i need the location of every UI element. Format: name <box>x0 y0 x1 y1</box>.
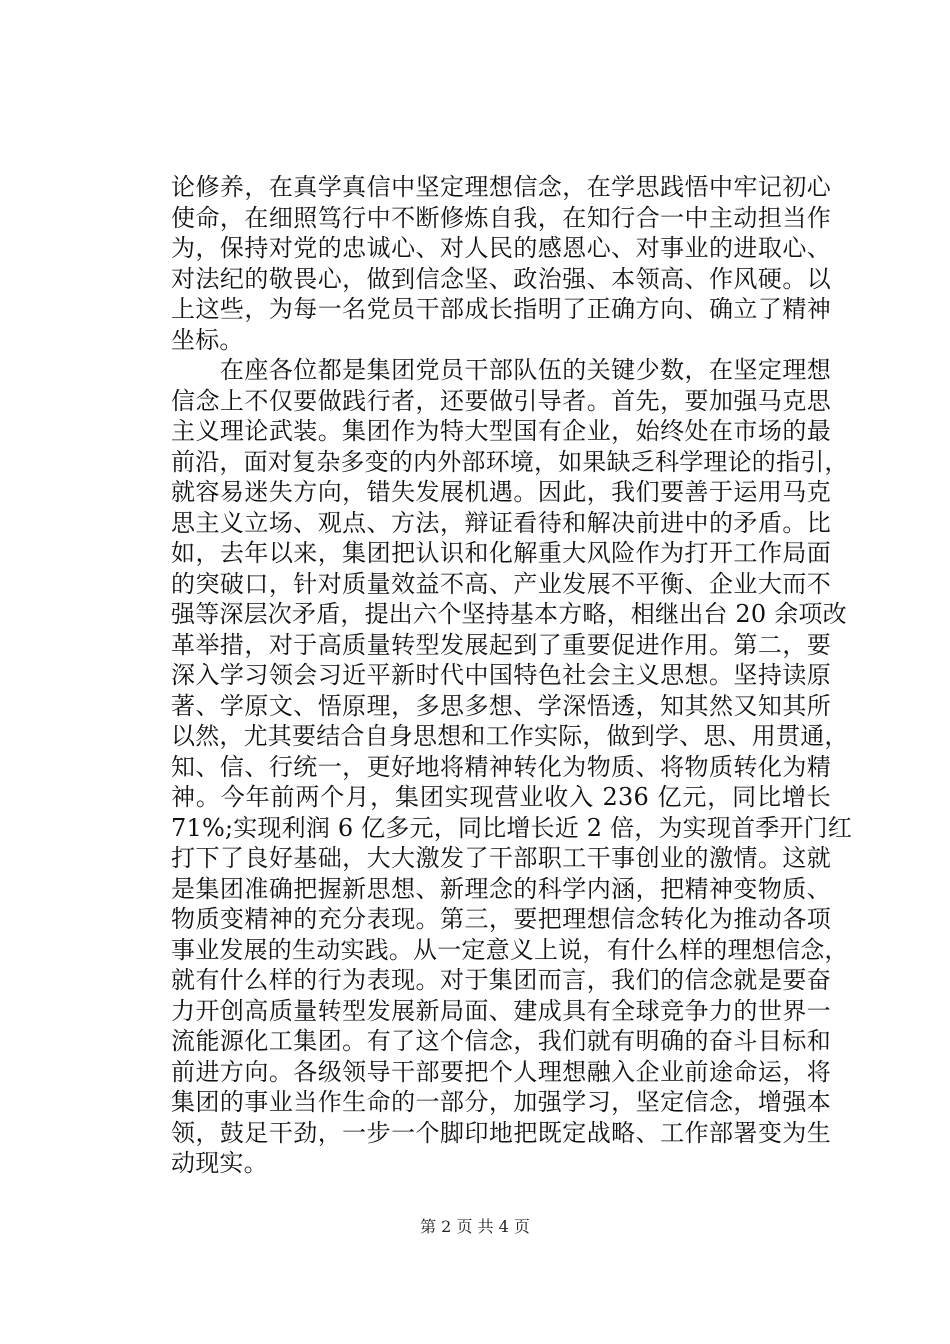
page-footer <box>0 1217 950 1237</box>
text-line: 集团的事业当作生命的一部分，加强学习，坚定信念，增强本 <box>171 1088 831 1116</box>
text-line: 强等深层次矛盾，提出六个坚持基本方略，相继出台 20 余项改 <box>171 600 847 628</box>
text-line: 深入学习领会习近平新时代中国特色社会主义思想。坚持读原 <box>171 661 831 689</box>
page-number-label: 第 2 页 共 4 页 <box>420 1217 530 1236</box>
text-line: 以然，尤其要结合自身思想和工作实际，做到学、思、用贯通， <box>171 722 849 750</box>
text-line: 如，去年以来，集团把认识和化解重大风险作为打开工作局面 <box>171 539 831 567</box>
text-line: 知、信、行统一，更好地将精神转化为物质、将物质转化为精 <box>171 752 831 781</box>
text-line: 的突破口，针对质量效益不高、产业发展不平衡、企业大而不 <box>171 569 831 598</box>
text-line: 前进方向。各级领导干部要把个人理想融入企业前途命运，将 <box>171 1057 831 1086</box>
text-line: 神。今年前两个月，集团实现营业收入 236 亿元，同比增长 <box>171 783 831 811</box>
text-line: 为，保持对党的忠诚心、对人民的感恩心、对事业的进取心、 <box>171 234 831 262</box>
text-line: 流能源化工集团。有了这个信念，我们就有明确的奋斗目标和 <box>171 1027 831 1055</box>
text-line: 信念上不仅要做践行者，还要做引导者。首先，要加强马克思 <box>171 386 831 415</box>
text-line: 动现实。 <box>171 1149 268 1177</box>
text-line: 论修养，在真学真信中坚定理想信念，在学思践悟中牢记初心 <box>171 173 831 201</box>
text-line: 在座各位都是集团党员干部队伍的关键少数，在坚定理想 <box>171 356 831 384</box>
text-line: 就有什么样的行为表现。对于集团而言，我们的信念就是要奋 <box>171 966 831 994</box>
text-line: 是集团准确把握新思想、新理念的科学内涵，把精神变物质、 <box>171 874 831 903</box>
text-line: 对法纪的敬畏心，做到信念坚、政治强、本领高、作风硬。以 <box>171 264 831 293</box>
text-line: 事业发展的生动实践。从一定意义上说，有什么样的理想信念， <box>171 935 849 964</box>
text-line: 力开创高质量转型发展新局面、建成具有全球竞争力的世界一 <box>171 996 831 1025</box>
text-line: 坐标。 <box>171 325 244 354</box>
text-line: 上这些，为每一名党员干部成长指明了正确方向、确立了精神 <box>171 295 831 323</box>
text-line: 71%;实现利润 6 亿多元，同比增长近 2 倍，为实现首季开门红 <box>171 813 853 842</box>
text-line: 前沿，面对复杂多变的内外部环境，如果缺乏科学理论的指引， <box>171 447 849 476</box>
document-body <box>171 172 853 1179</box>
text-line: 革举措，对于高质量转型发展起到了重要促进作用。第二，要 <box>171 630 831 659</box>
text-line: 物质变精神的充分表现。第三，要把理想信念转化为推动各项 <box>171 905 831 933</box>
text-line: 著、学原文、悟原理，多思多想、学深悟透，知其然又知其所 <box>171 691 831 720</box>
text-line: 就容易迷失方向，错失发展机遇。因此，我们要善于运用马克 <box>171 478 831 506</box>
text-line: 打下了良好基础，大大激发了干部职工干事创业的激情。这就 <box>171 844 831 872</box>
text-line: 使命，在细照笃行中不断修炼自我，在知行合一中主动担当作 <box>171 203 831 232</box>
text-line: 主义理论武装。集团作为特大型国有企业，始终处在市场的最 <box>171 417 831 445</box>
text-line: 思主义立场、观点、方法，辩证看待和解决前进中的矛盾。比 <box>171 508 831 537</box>
text-line: 领，鼓足干劲，一步一个脚印地把既定战略、工作部署变为生 <box>171 1118 831 1147</box>
